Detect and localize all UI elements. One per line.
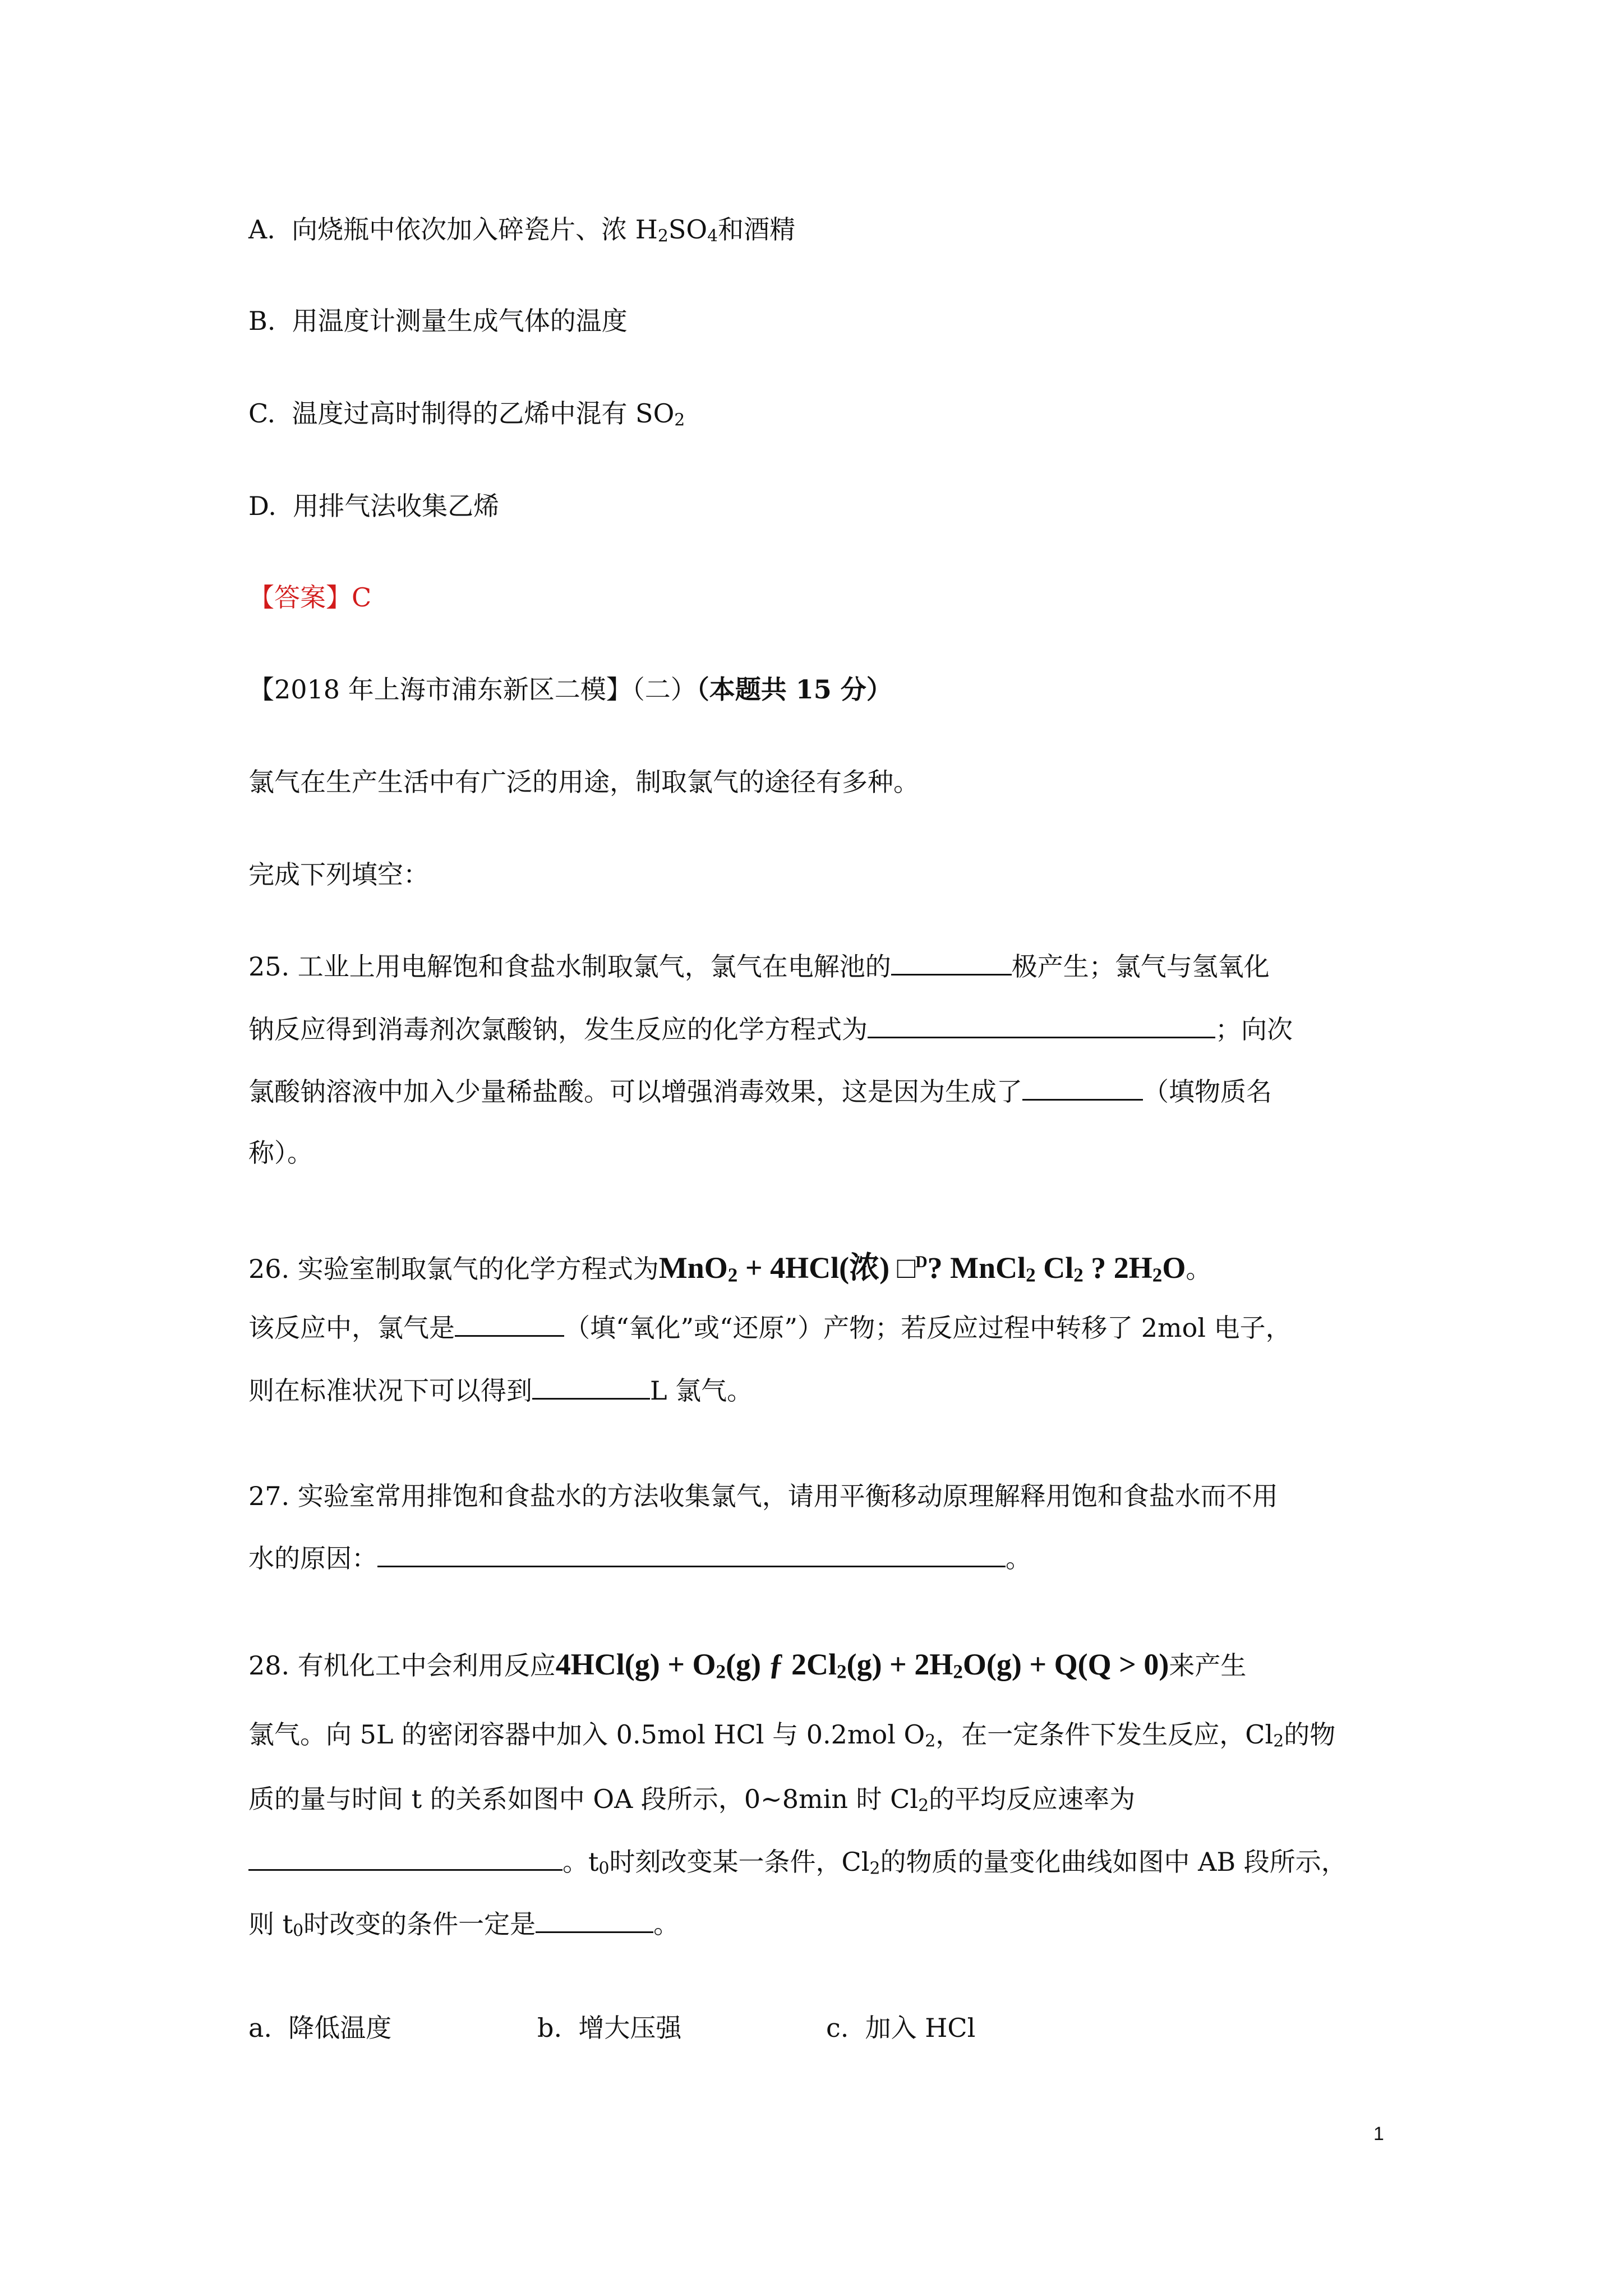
q28-equation: $4HCl(g) + O_2(g)$ ƒ $2Cl_2(g) + 2H_2O(g) + Q(Q > 0)$ <box>555 1648 1169 1683</box>
q25-blank-2[interactable] <box>868 1012 1215 1038</box>
q28-blank-1[interactable] <box>248 1844 562 1871</box>
q26-blank-1[interactable] <box>455 1310 564 1337</box>
answer: 【答案】C <box>248 582 372 613</box>
q27-line-2: 水的原因： 。 <box>248 1540 1387 1576</box>
q26-line-1: 26. 实验室制取氯气的化学方程式为MnO$_2$ + 4HCl(浓) □$^D$? MnCl$_2$ $Cl_2$ ? $2H_2O$。 <box>248 1251 1212 1286</box>
choices-row <box>248 2010 1387 2046</box>
page-number: 1 <box>1373 2123 1384 2145</box>
q25-line-2: 钠反应得到消毒剂次氯酸钠，发生反应的化学方程式为 ；向次 <box>248 1011 1387 1047</box>
instruction-text: 完成下列填空： <box>248 859 429 890</box>
option-a: A. 向烧瓶中依次加入碎瓷片、浓 $H_2SO_4$和酒精 <box>248 214 796 246</box>
choice-b: b. 增大压强 <box>537 2013 682 2043</box>
q27-blank[interactable] <box>377 1541 1006 1567</box>
q28-line-4: 。$t_0$时刻改变某一条件，$Cl_2$的物质的量变化曲线如图中 AB 段所示， <box>248 1844 1387 1887</box>
section-heading: 【2018 年上海市浦东新区二模】（二）（本题共 15 分） <box>248 674 892 705</box>
q25-line-1: 25. 工业上用电解饱和食盐水制取氯气，氯气在电解池的 极产生；氯气与氢氧化 <box>248 949 1387 984</box>
q26-line-3: 则在标准状况下可以得到 L 氯气。 <box>248 1373 1387 1409</box>
q25-blank-1[interactable] <box>891 949 1012 976</box>
q25-line-4: 称）。 <box>248 1138 313 1168</box>
q26-blank-2[interactable] <box>532 1373 650 1400</box>
q28-line-3: 质的量与时间 t 的关系如图中 OA 段所示，0~8min 时 $Cl_2$的平均反应速率为 <box>248 1784 1136 1816</box>
option-b: B. 用温度计测量生成气体的温度 <box>248 306 628 336</box>
q28-line-1: 28. 有机化工中会利用反应$4HCl(g) + O_2(g)$ ƒ $2Cl_2(g) + 2H_2O(g) + Q(Q > 0)$来产生 <box>248 1648 1247 1683</box>
q27-line-1: 27. 实验室常用排饱和食盐水的方法收集氯气，请用平衡移动原理解释用饱和食盐水而不用 <box>248 1481 1278 1511</box>
q28-line-2: 氯气。向 5L 的密闭容器中加入 0.5mol HCl 与 0.2mol $O_2$，在一定条件下发生反应，$Cl_2$的物 <box>248 1719 1336 1751</box>
choice-a: a. 降低温度 <box>248 2013 392 2043</box>
q28-blank-2[interactable] <box>536 1907 653 1933</box>
choice-c: c. 加入 HCl <box>826 2013 976 2043</box>
q26-equation: MnO$_2$ + 4HCl(浓) □$^D$? MnCl$_2$ $Cl_2$ ? $2H_2O$ <box>658 1251 1186 1286</box>
q28-line-5: 则 $t_0$时改变的条件一定是 。 <box>248 1906 1387 1949</box>
intro-text: 氯气在生产生活中有广泛的用途，制取氯气的途径有多种。 <box>248 767 919 797</box>
q26-line-2: 该反应中，氯气是 （填“氧化”或“还原”）产物；若反应过程中转移了 2mol 电子， <box>248 1310 1387 1346</box>
q25-blank-3[interactable] <box>1022 1074 1143 1101</box>
option-c: C. 温度过高时制得的乙烯中混有 $SO_2$ <box>248 398 685 430</box>
option-d: D. 用排气法收集乙烯 <box>248 491 500 521</box>
q25-line-3: 氯酸钠溶液中加入少量稀盐酸。可以增强消毒效果，这是因为生成了 （填物质名 <box>248 1074 1387 1110</box>
